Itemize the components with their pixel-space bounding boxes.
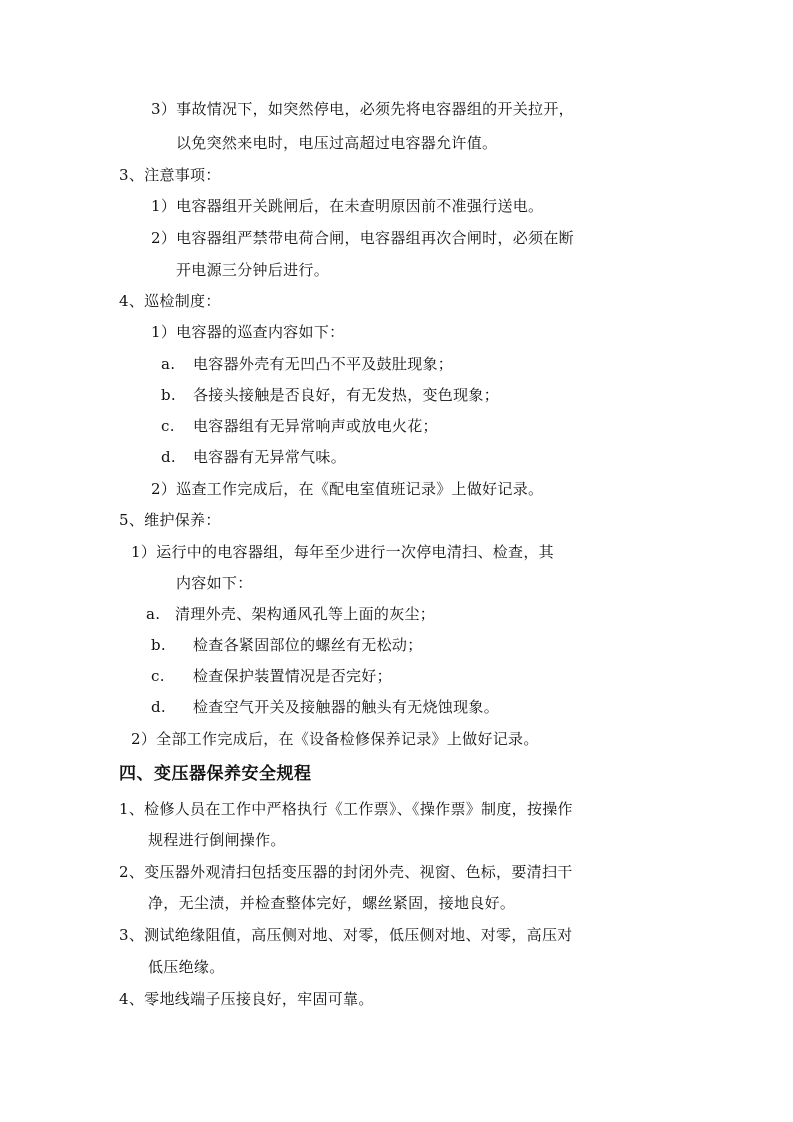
list-item-text: 电容器有无异常气味。 [193,448,347,466]
paragraph-line: 开电源三分钟后进行。 [176,261,330,279]
paragraph-line: 2）全部工作完成后，在《设备检修保养记录》上做好记录。 [131,730,539,748]
paragraph-line: 3）事故情况下，如突然停电，必须先将电容器组的开关拉开， [151,100,574,118]
section-heading: 3、注意事项： [119,166,221,184]
list-item [151,635,423,655]
list-item-text: 检查保护装置情况是否完好； [193,667,392,685]
list-item [151,666,392,686]
paragraph-line: 2）电容器组严禁带电荷合闸，电容器组再次合闸时，必须在断 [151,229,574,247]
list-item-text: 检查空气开关及接触器的触头有无烧蚀现象。 [193,698,500,716]
list-item [161,416,438,436]
paragraph-line: 2）巡查工作完成后，在《配电室值班记录》上做好记录。 [151,480,544,498]
paragraph-line: 1）运行中的电容器组，每年至少进行一次停电清扫、检查，其 [131,543,554,561]
list-marker: d. [151,698,166,716]
list-item [161,447,346,467]
list-item-text: 电容器组有无异常响声或放电火花； [193,417,438,435]
paragraph-line: 1）电容器组开关跳闸后，在未查明原因前不准强行送电。 [151,197,544,215]
paragraph-line: 规程进行倒闸操作。 [148,831,286,849]
paragraph-line: 1、检修人员在工作中严格执行《工作票》、《操作票》制度，按操作 [119,800,573,818]
list-item-text: 清理外壳、架构通风孔等上面的灰尘； [175,605,436,623]
list-marker: c. [151,667,165,685]
list-marker: b. [161,386,176,404]
section-heading: 4、巡检制度： [119,292,221,310]
list-item-text: 检查各紧固部位的螺丝有无松动； [193,636,423,654]
list-item [161,354,453,374]
chapter-heading: 四、变压器保养安全规程 [119,764,312,784]
list-item-text: 各接头接触是否良好，有无发热，变色现象； [193,386,500,404]
list-marker: b. [151,636,166,654]
section-heading: 5、维护保养： [119,511,221,529]
paragraph-line: 2、变压器外观清扫包括变压器的封闭外壳、视窗、色标，要清扫干 [119,863,573,881]
list-item [146,604,435,624]
list-item [161,385,499,405]
list-marker: a. [161,355,176,373]
list-item-text: 电容器外壳有无凹凸不平及鼓肚现象； [193,355,454,373]
list-marker: a. [146,605,161,623]
list-marker: d. [161,448,176,466]
paragraph-line: 净，无尘渍，并检查整体完好，螺丝紧固，接地良好。 [148,894,516,912]
paragraph-line: 1）电容器的巡查内容如下： [151,323,345,341]
paragraph-line: 3、测试绝缘阻值，高压侧对地、对零，低压侧对地、对零，高压对 [119,926,573,944]
paragraph-line: 4、零地线端子压接良好，牢固可靠。 [119,990,374,1008]
paragraph-line: 内容如下： [176,574,253,592]
paragraph-line: 以免突然来电时，电压过高超过电容器允许值。 [176,134,498,152]
list-marker: c. [161,417,175,435]
list-item [151,697,499,717]
paragraph-line: 低压绝缘。 [148,958,225,976]
